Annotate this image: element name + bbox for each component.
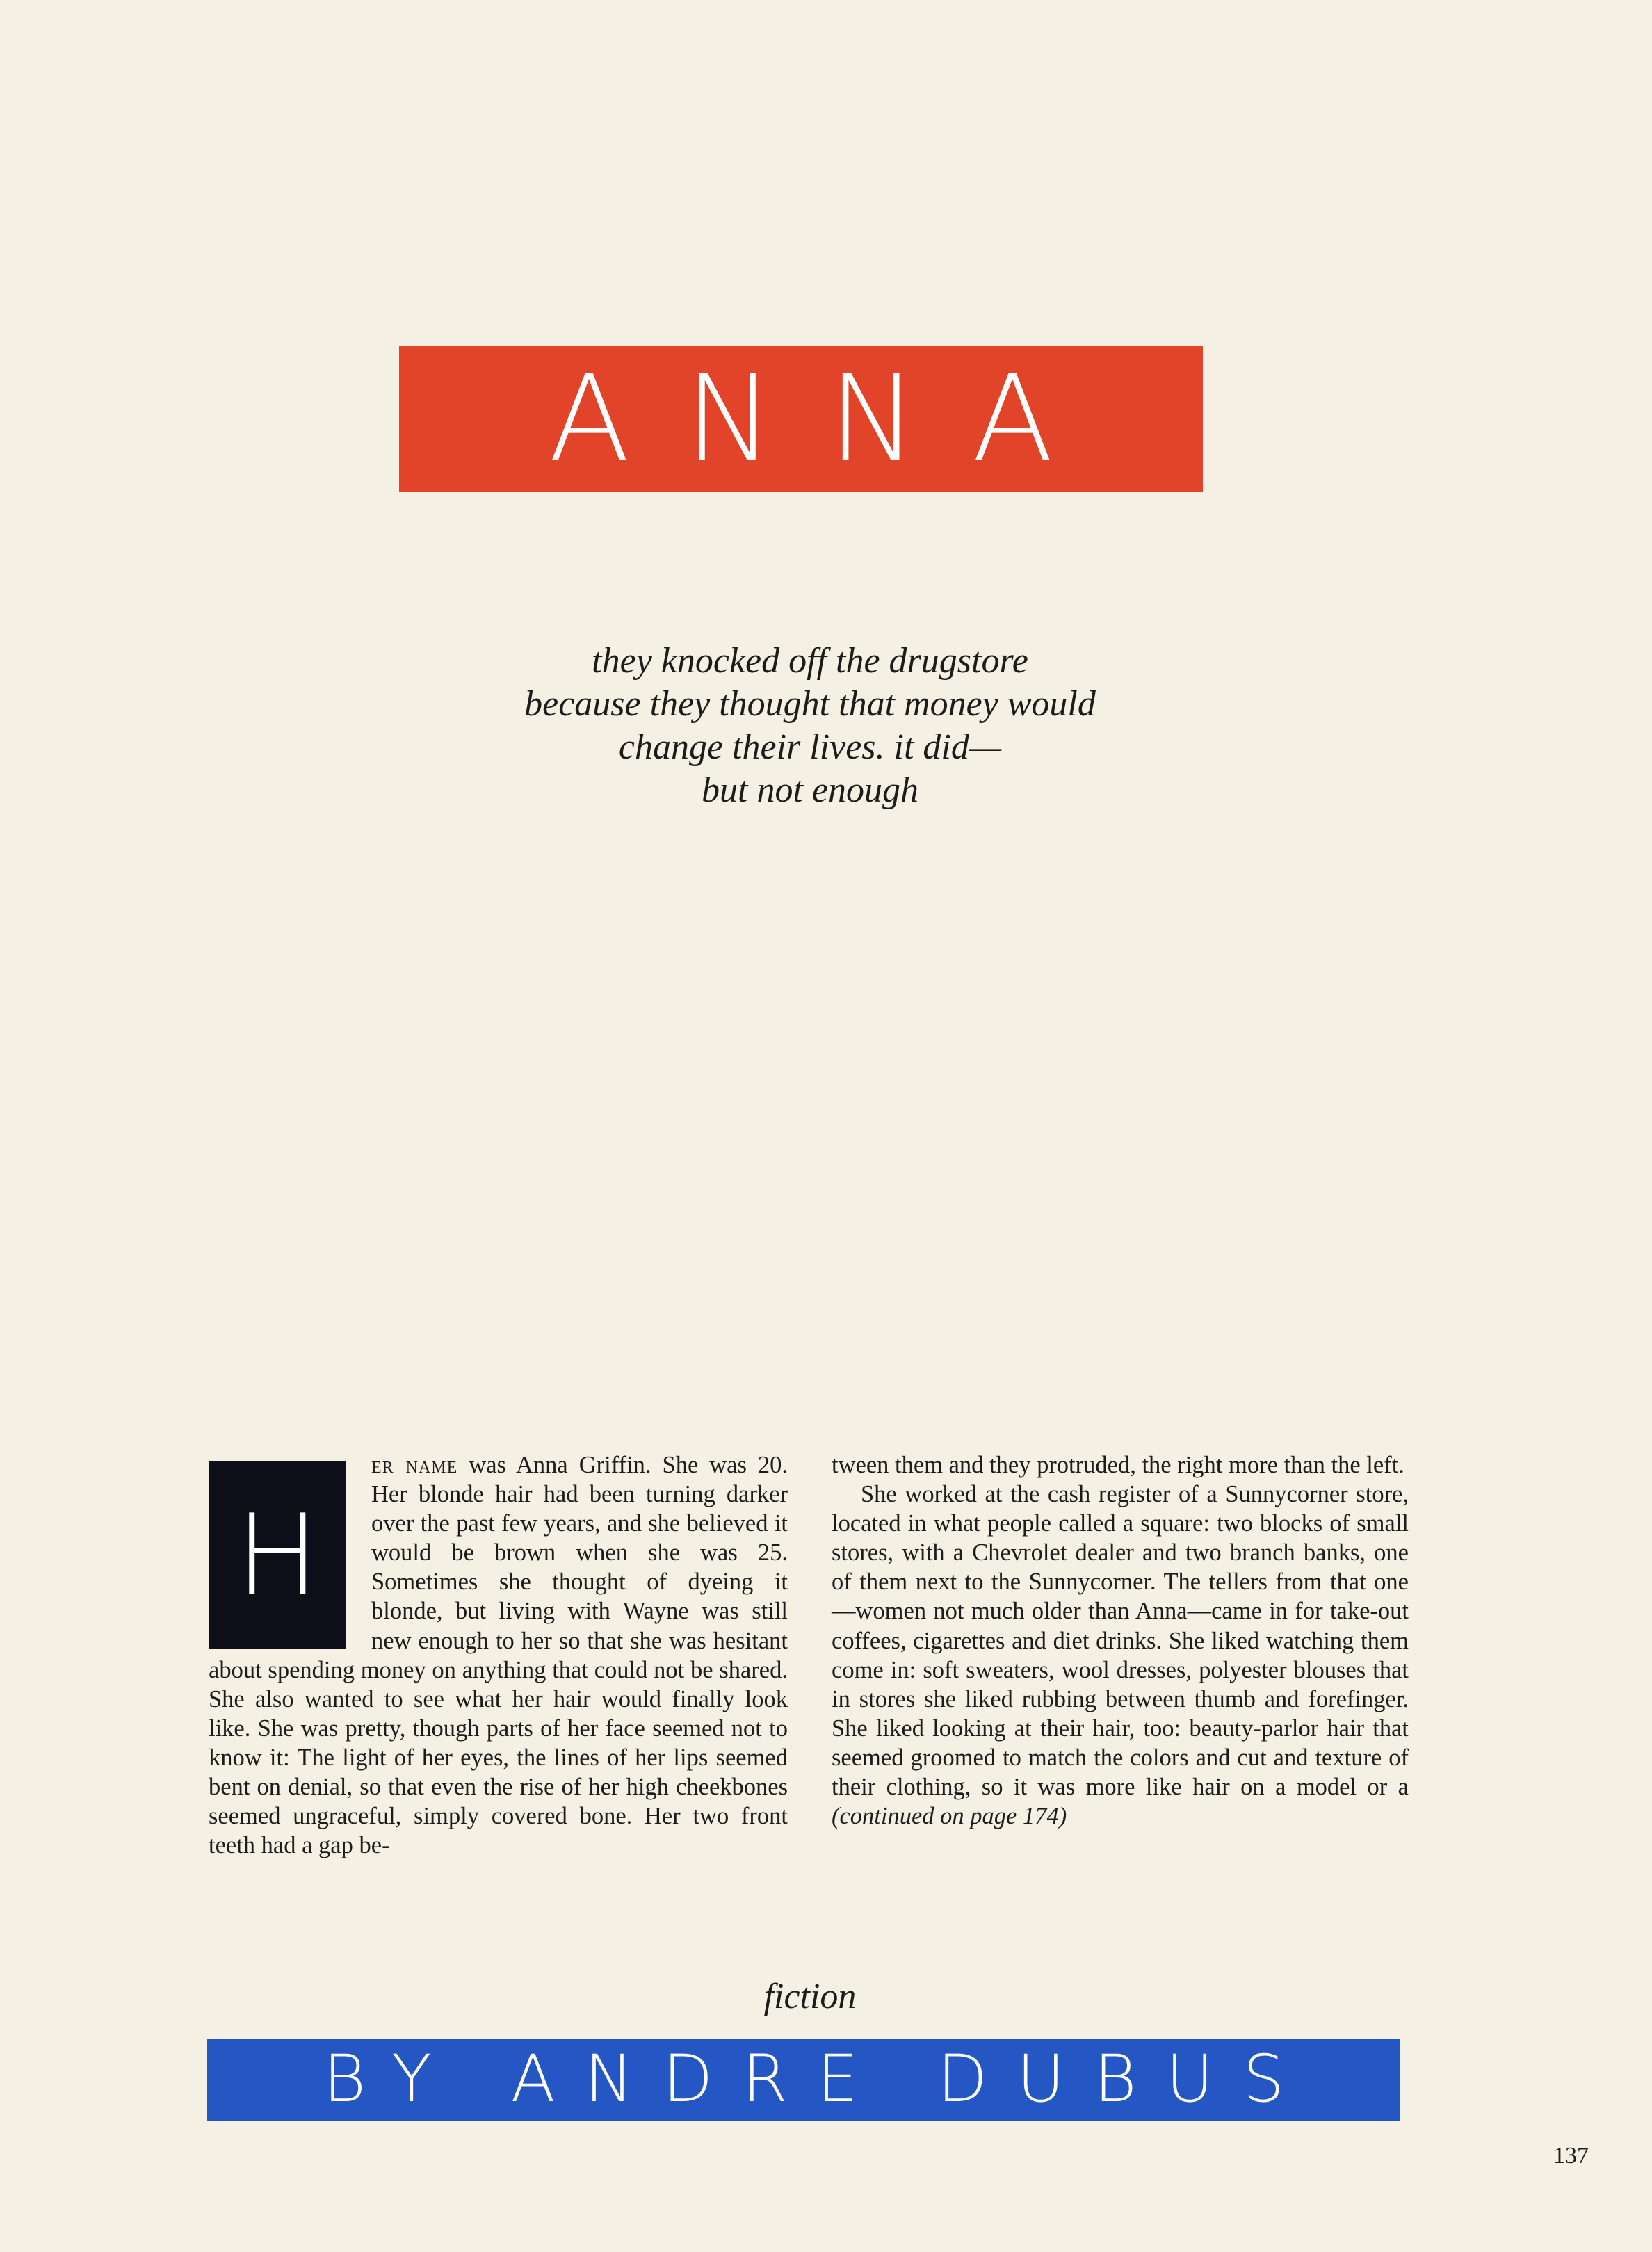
deck-line: but not enough (702, 770, 918, 810)
lead-in: er name (371, 1452, 458, 1478)
deck-line: change their lives. it did— (618, 727, 1002, 767)
body-column-left (209, 1450, 788, 1860)
story-title: ANNA (548, 349, 1108, 489)
continued-notice: (continued on page 174) (832, 1803, 1067, 1830)
drop-cap-box (209, 1461, 346, 1649)
right-column-text: She worked at the cash register of a Sunnycorner store, located in what people called a square: two blocks of small stores, with a Chevrolet dealer and two branch banks, one of them next to the Sunnycorner. The tellers from that one—women not much older than Anna—came in for take-out coffees, cigarettes and diet drinks. She liked watching them come in: soft sweaters, wool dresses, polyester blouses that in stores she liked rubbing between thumb and forefinger. She liked looking at their hair, too: beauty-parlor hair that seemed groomed to match the colors and cut and texture of their clothing, so it was more like hair on a model or a (832, 1481, 1409, 1801)
story-deck (417, 640, 1203, 812)
deck-line: they knocked off the drugstore (592, 641, 1028, 681)
section-label: fiction (763, 1977, 857, 2016)
title-banner (399, 346, 1203, 492)
body-column-right (832, 1450, 1409, 1831)
right-column-paragraph-2 (832, 1480, 1409, 1831)
deck-line: because they thought that money would (524, 684, 1096, 724)
byline-banner (207, 2039, 1400, 2121)
right-column-paragraph-1: tween them and they protruded, the right more than the left. (832, 1452, 1404, 1478)
page-number: 137 (1553, 2143, 1589, 2169)
byline: BY ANDRE DUBUS (323, 2041, 1314, 2117)
left-column-text: was Anna Griffin. She was 20. Her blonde hair had been turning darker over the past few years, and she believed it would be brown when she was 25. Sometimes she thought of dyeing it blonde, but living with Wayne was still new enough to her so that she was hesitant about spending money on anything that could not be shared. She also wanted to see what her hair would finally look like. She was pretty, though parts of her face seemed not to know it: The light of her eyes, the lines of her lips seemed bent on denial, so that even the rise of her high cheekbones seemed ungraceful, simply covered bone. Her two front teeth had a gap be- (209, 1452, 788, 1859)
drop-cap-letter: H (235, 1490, 320, 1620)
